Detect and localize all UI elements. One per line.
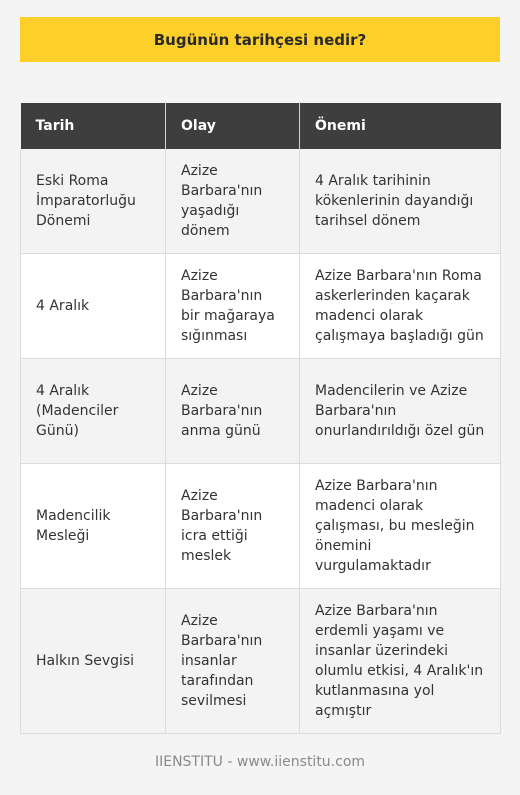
column-header-significance: Önemi bbox=[300, 103, 501, 149]
table-cell-event: Azize Barbara'nın bir mağaraya sığınması bbox=[166, 254, 300, 359]
table-cell-significance: Azize Barbara'nın Roma askerlerinden kaçarak madenci olarak çalışmaya başladığı gün bbox=[300, 254, 501, 359]
table-cell-event: Azize Barbara'nın insanlar tarafından sevilmesi bbox=[166, 589, 300, 734]
table-row bbox=[21, 359, 501, 464]
table-header-row bbox=[21, 103, 501, 149]
table-cell-significance: Azize Barbara'nın madenci olarak çalışması, bu mesleğin önemini vurgulamaktadır bbox=[300, 464, 501, 589]
table-cell-date: 4 Aralık bbox=[21, 254, 166, 359]
table-cell-event: Azize Barbara'nın anma günü bbox=[166, 359, 300, 464]
table-cell-date: Eski Roma İmparatorluğu Dönemi bbox=[21, 149, 166, 254]
column-header-date: Tarih bbox=[21, 103, 166, 149]
page-title: Bugünün tarihçesi nedir? bbox=[20, 17, 500, 62]
table-cell-event: Azize Barbara'nın icra ettiği meslek bbox=[166, 464, 300, 589]
history-table bbox=[20, 103, 501, 734]
table-cell-date: Halkın Sevgisi bbox=[21, 589, 166, 734]
table-row bbox=[21, 149, 501, 254]
footer-credit: IIENSTITU - www.iienstitu.com bbox=[154, 754, 366, 770]
table-cell-significance: Azize Barbara'nın erdemli yaşamı ve insanlar üzerindeki olumlu etkisi, 4 Aralık'ın kutlanmasına yol açmıştır bbox=[300, 589, 501, 734]
table-row bbox=[21, 254, 501, 359]
table-row bbox=[21, 464, 501, 589]
table-cell-significance: 4 Aralık tarihinin kökenlerinin dayandığı tarihsel dönem bbox=[300, 149, 501, 254]
table-cell-significance: Madencilerin ve Azize Barbara'nın onurlandırıldığı özel gün bbox=[300, 359, 501, 464]
column-header-event: Olay bbox=[166, 103, 300, 149]
table-cell-date: Madencilik Mesleği bbox=[21, 464, 166, 589]
table-row bbox=[21, 589, 501, 734]
table-cell-date: 4 Aralık (Madenciler Günü) bbox=[21, 359, 166, 464]
table-cell-event: Azize Barbara'nın yaşadığı dönem bbox=[166, 149, 300, 254]
